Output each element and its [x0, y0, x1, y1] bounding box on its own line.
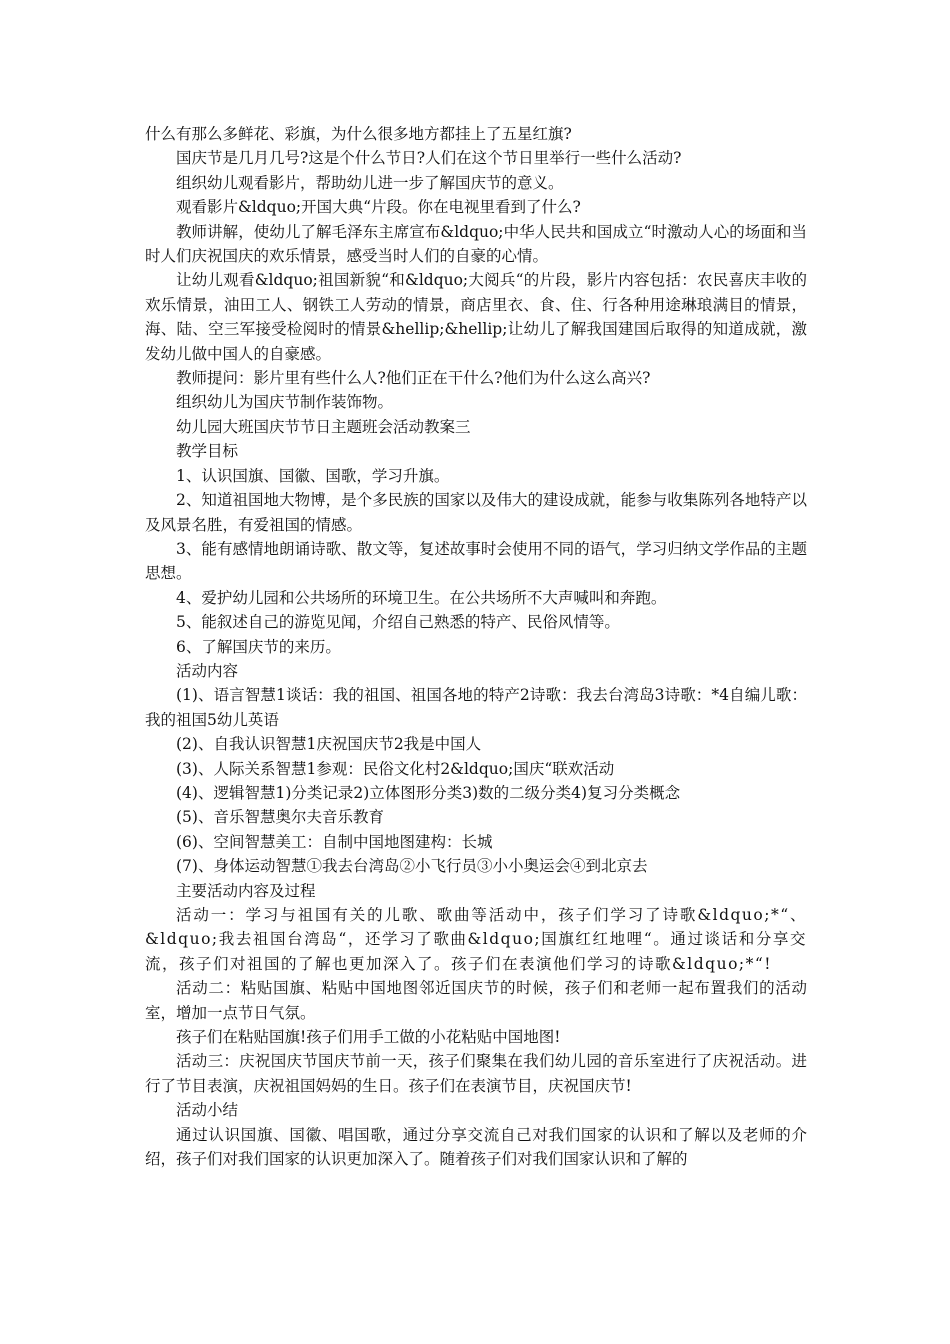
subsection-heading: 主要活动内容及过程: [176, 881, 316, 900]
document-body: [145, 122, 807, 1171]
paragraph: (5)、音乐智慧奥尔夫音乐教育: [176, 808, 384, 827]
paragraph: (2)、自我认识智慧1庆祝国庆节2我是中国人: [176, 735, 482, 754]
paragraph: 组织幼儿观看影片，帮助幼儿进一步了解国庆节的意义。: [176, 173, 564, 192]
paragraph: 活动二：粘贴国旗、粘贴中国地图邻近国庆节的时候，孩子们和老师一起布置我们的活动室，增加一点节日气氛。: [145, 979, 807, 1022]
paragraph: 孩子们在粘贴国旗!孩子们用手工做的小花粘贴中国地图!: [176, 1028, 561, 1047]
paragraph: (7)、身体运动智慧①我去台湾岛②小飞行员③小小奥运会④到北京去: [176, 857, 648, 876]
paragraph: (1)、语言智慧1谈话：我的祖国、祖国各地的特产2诗歌：我去台湾岛3诗歌：*4自编儿歌：我的祖国5幼儿英语: [145, 686, 807, 729]
paragraph: 4、爱护幼儿园和公共场所的环境卫生。在公共场所不大声喊叫和奔跑。: [176, 588, 667, 607]
section-heading: 幼儿园大班国庆节节日主题班会活动教案三: [176, 417, 471, 436]
paragraph: 3、能有感情地朗诵诗歌、散文等，复述故事时会使用不同的语气，学习归纳文学作品的主题思想。: [145, 539, 807, 583]
paragraph: (4)、逻辑智慧1)分类记录2)立体图形分类3)数的二级分类4)复习分类概念: [176, 783, 681, 802]
paragraph: 活动一：学习与祖国有关的儿歌、歌曲等活动中，孩子们学习了诗歌&ldquo;*“、&ldquo;我去祖国台湾岛“，还学习了歌曲&ldquo;国旗红红地哩“。通过谈话和分享交流，孩子们对祖国的了解也更加深入了。孩子们在表演他们学习的诗歌&ldquo;*“!: [145, 906, 807, 973]
paragraph: (6)、空间智慧美工：自制中国地图建构：长城: [176, 832, 493, 851]
subsection-heading: 活动小结: [176, 1101, 239, 1120]
paragraph: 教师提问：影片里有些什么人?他们正在干什么?他们为什么这么高兴?: [176, 369, 651, 388]
paragraph: (3)、人际关系智慧1参观：民俗文化村2&ldquo;国庆“联欢活动: [176, 759, 615, 778]
paragraph: 1、认识国旗、国徽、国歌，学习升旗。: [176, 466, 450, 485]
paragraph: 5、能叙述自己的游览见闻，介绍自己熟悉的特产、民俗风情等。: [176, 613, 620, 632]
paragraph: 通过认识国旗、国徽、唱国歌，通过分享交流自己对我们国家的认识和了解以及老师的介绍，孩子们对我们国家的认识更加深入了。随着孩子们对我们国家认识和了解的: [145, 1125, 807, 1169]
paragraph: 让幼儿观看&ldquo;祖国新貌“和&ldquo;大阅兵“的片段，影片内容包括：农民喜庆丰收的欢乐情景，油田工人、钢铁工人劳动的情景，商店里衣、食、住、行各种用途琳琅满目的情景，海、陆、空三军接受检阅时的情景&hellip;&hellip;让幼儿了解我国建国后取得的知道成就，激发幼儿做中国人的自豪感。: [145, 271, 807, 363]
paragraph: 观看影片&ldquo;开国大典“片段。你在电视里看到了什么?: [176, 198, 581, 217]
subsection-heading: 活动内容: [176, 661, 239, 680]
paragraph: 教师讲解，使幼儿了解毛泽东主席宣布&ldquo;中华人民共和国成立“时激动人心的场面和当时人们庆祝国庆的欢乐情景，感受当时人们的自豪的心情。: [145, 222, 807, 266]
paragraph: 2、知道祖国地大物博，是个多民族的国家以及伟大的建设成就，能参与收集陈列各地特产以及风景名胜，有爱祖国的情感。: [145, 491, 807, 534]
paragraph: 活动三：庆祝国庆节国庆节前一天，孩子们聚集在我们幼儿园的音乐室进行了庆祝活动。进行了节目表演，庆祝祖国妈妈的生日。孩子们在表演节目，庆祝国庆节!: [145, 1052, 807, 1095]
paragraph: 组织幼儿为国庆节制作装饰物。: [176, 393, 394, 412]
paragraph: 6、了解国庆节的来历。: [176, 637, 341, 656]
paragraph: 什么有那么多鲜花、彩旗，为什么很多地方都挂上了五星红旗?: [145, 125, 572, 143]
paragraph: 国庆节是几月几号?这是个什么节日?人们在这个节日里举行一些什么活动?: [176, 149, 682, 168]
subsection-heading: 教学目标: [176, 442, 239, 461]
